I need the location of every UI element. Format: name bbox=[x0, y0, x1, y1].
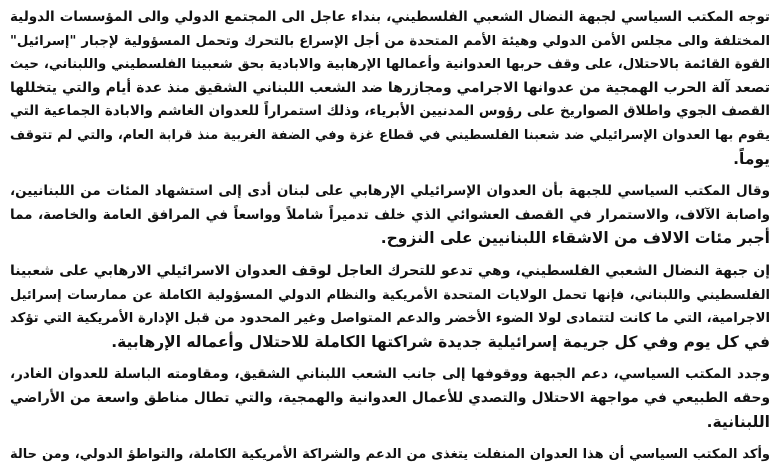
text-line: وقال المكتب السياسي للجبهة بأن العدوان الإسرائيلي الإرهابي على لبنان أدى إلى استشهاد المئات من اللبنانيين، bbox=[10, 183, 770, 200]
text-line: وأكد المكتب السياسي أن هذا العدوان المنفلت يتغذى من الدعم والشراكة الأمريكية الكاملة، والتواطؤ الدولي، ومن حالة bbox=[10, 447, 770, 463]
paragraph-us-responsibility bbox=[10, 260, 770, 354]
text-line: في كل يوم وفي كل جريمة إسرائيلية جديدة شراكتها الكاملة للاحتلال وأعماله الإرهابية. bbox=[111, 332, 770, 351]
text-line: تصعد آلة الحرب الهمجية من عدوانها الاجرامي ومجازرها ضد الشعب اللبناني الشقيق منذ عدة أيام والتي يتخللها bbox=[10, 79, 770, 96]
text-line: القصف الجوي واطلاق الصواريخ على رؤوس المدنيين الأبرياء، وذلك استمراراً للعدوان الغاشم والابادة الجماعية التي bbox=[10, 103, 770, 120]
paragraph-support-lebanon bbox=[10, 363, 770, 434]
text-line: يقوم بها العدوان الإسرائيلي ضد شعبنا الفلسطيني في قطاع غزة وفي الضفة الغربية منذ قرابة العام، والتي لم تتوقف bbox=[10, 127, 770, 143]
text-line: الاجرامية، التي ما كانت لتتمادى لولا الضوء الأخضر والدعم المتواصل وغير المحدود من قبل الإدارة الأمريكية التي تؤكد bbox=[10, 311, 770, 327]
text-line: القوة القائمة بالاحتلال، على وقف حربها العدوانية وأعمالها الإرهابية والابادية بحق شعبينا الفلسطيني واللبناني، حيث bbox=[10, 57, 770, 73]
text-line: المختلفة والى مجلس الأمن الدولي وهيئة الأمم المتحدة من أجل الإسراع بالتحرك وتحمل المسؤولية لإجبار "إسرائيل" bbox=[10, 33, 770, 49]
text-line: توجه المكتب السياسي لجبهة النضال الشعبي الفلسطيني، بنداء عاجل الى المجتمع الدولي والى المؤسسات الدولية bbox=[10, 9, 770, 25]
text-line: واصابة الآلاف، والاستمرار في القصف العشوائي الذي خلف تدميراً شاملاً وواسعاً في المرافق العامة والخاصة، مما bbox=[10, 206, 770, 223]
text-line: إن جبهة النضال الشعبي الفلسطيني، وهي تدعو للتحرك العاجل لوقف العدوان الاسرائيلي الارهابي على شعبينا bbox=[10, 262, 770, 279]
text-line: اللبنانية. bbox=[706, 412, 770, 431]
text-line: وجدد المكتب السياسي، دعم الجبهة ووقوفها إلى جانب الشعب اللبناني الشقيق، ومقاومته الباسلة للعدوان الغادر، bbox=[10, 366, 770, 383]
paragraph-appeal bbox=[10, 6, 770, 171]
text-line: يوماً. bbox=[733, 149, 770, 168]
text-line: وحقه الطبيعي في مواجهة الاحتلال والتصدي للأعمال العدوانية والهمجية، والتي تطال مناطق واسعة من الأراضي bbox=[10, 389, 770, 406]
paragraph-conclusion bbox=[10, 443, 770, 467]
paragraph-lebanon-casualties bbox=[10, 180, 770, 251]
text-line: أجبر مئات الالاف من الاشقاء اللبنانيين على النزوح. bbox=[380, 229, 770, 248]
text-line: الفلسطيني واللبناني، فإنها تحمل الولايات المتحدة الأمريكية والنظام الدولي المسؤولية الكاملة عن ممارسات إسرائيل bbox=[10, 287, 770, 303]
